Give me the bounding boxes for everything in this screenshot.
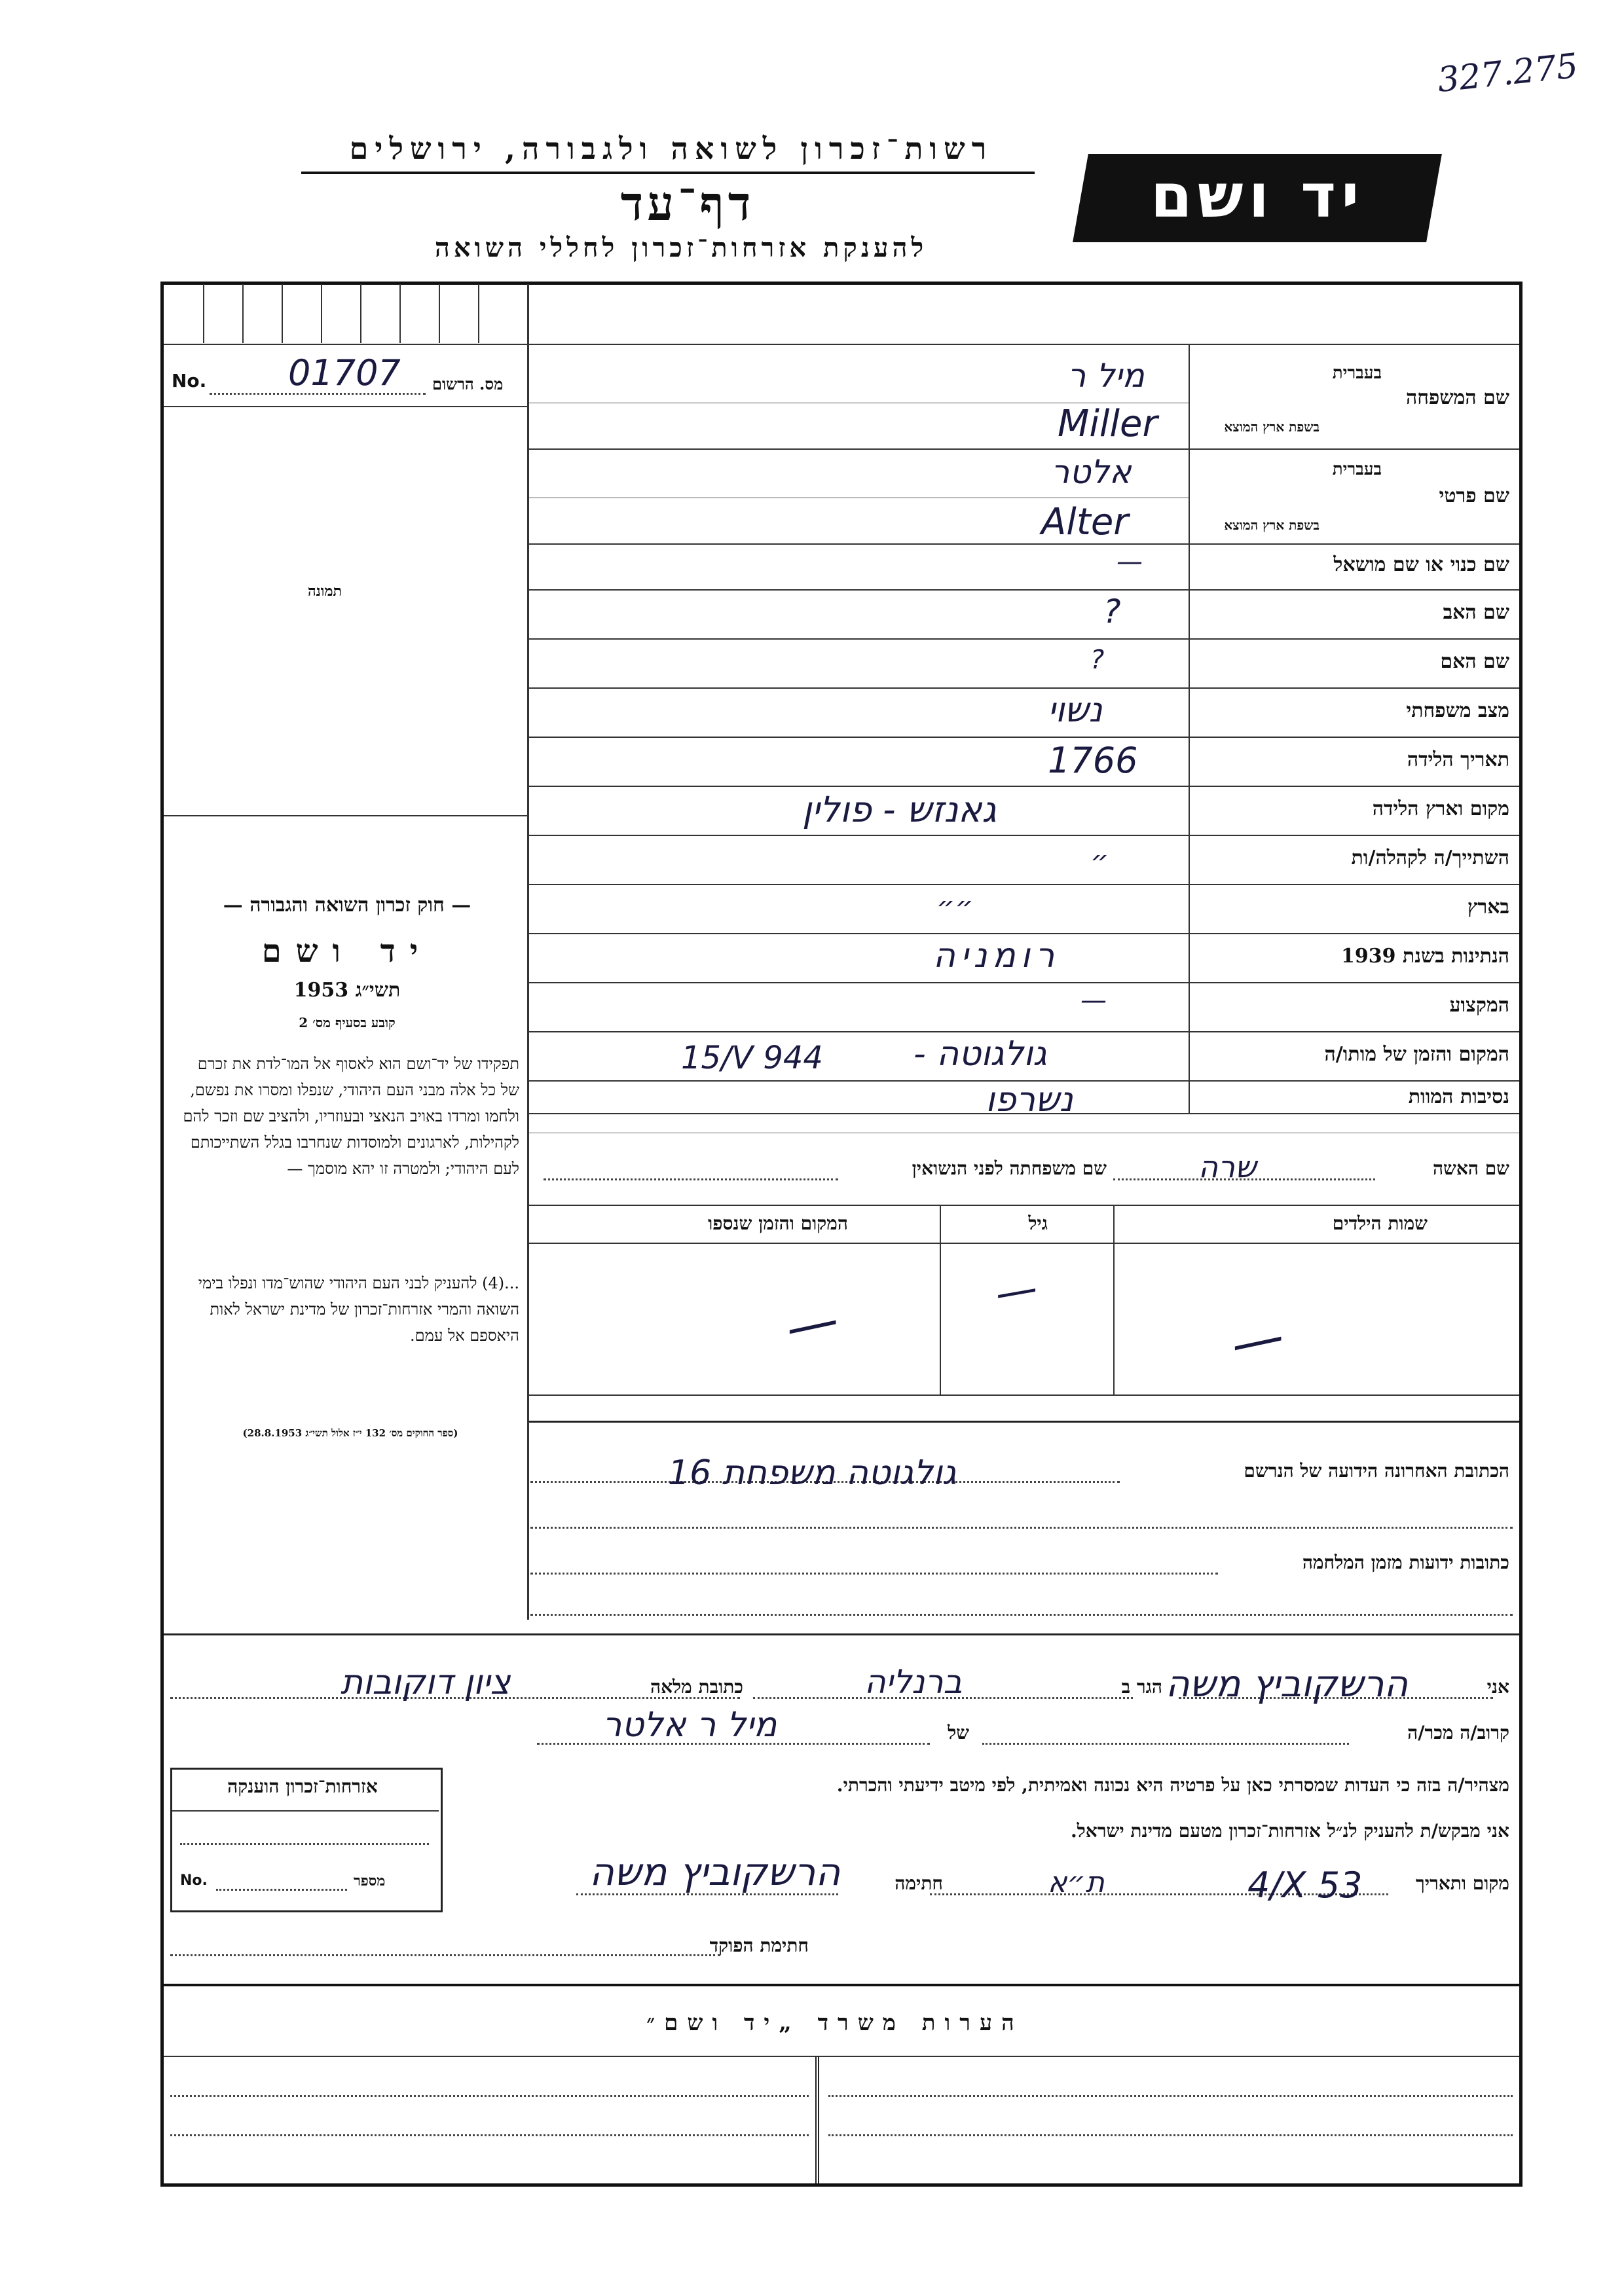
row-line: [529, 638, 1519, 640]
row-line: [529, 1031, 1519, 1032]
law-name: יד ושם: [261, 933, 433, 970]
first-name-origin-label: בשפת ארץ המוצא: [1224, 517, 1320, 533]
children-table-bottom: [529, 1394, 1519, 1396]
photo-area-bottom: [164, 815, 527, 816]
country-label: בארץ: [1467, 896, 1509, 919]
of-label: של: [948, 1722, 969, 1743]
registration-no-label: No.: [172, 370, 207, 392]
label-column-divider: [1189, 344, 1190, 1113]
death-place-value: גולגוטה -: [913, 1034, 1047, 1074]
signature-label: חתימה: [895, 1872, 943, 1894]
office-notes-dots: [828, 2095, 1513, 2097]
surname-origin-value: Miller: [1058, 403, 1158, 445]
children-header-age: גיל: [1028, 1212, 1048, 1234]
row-line: [529, 543, 1519, 545]
office-notes-divider: [815, 2056, 819, 2183]
declarant-label: אני: [1486, 1676, 1509, 1698]
mother-label: שם האם: [1440, 650, 1509, 673]
wife-label: שם האשה: [1432, 1157, 1509, 1179]
top-box-line: [164, 344, 1519, 345]
father-value: ?: [1103, 592, 1121, 630]
date-value: 4/X 53: [1247, 1865, 1363, 1906]
citizenship-number-label: מספר: [354, 1872, 386, 1889]
tick-box: [282, 284, 283, 343]
children-col-divider: [1113, 1205, 1115, 1394]
death-circumstances-value: נשרפו: [986, 1080, 1073, 1120]
form-subtitle: להענקת אזרחות־זכרון לחללי השואה: [434, 232, 928, 263]
law-paragraph-2: ...(4) להעניק לבני העם היהודי שהוש־מדו ונפלו בימי השואה והמרי אזרחות־זכרון של מדינת ישראל לאות היאספם אל עמם.: [198, 1274, 519, 1345]
row-line: [529, 884, 1519, 885]
first-name-hebrew-value: אלטר: [1051, 453, 1132, 491]
office-notes-dots: [828, 2134, 1513, 2136]
authority-heading: רשות־זכרון לשואה ולגבורה, ירושלים: [349, 131, 993, 166]
place-date-label: מקום ותאריך: [1415, 1872, 1509, 1894]
address-section-top: [529, 1421, 1519, 1423]
tick-box: [439, 284, 440, 343]
law-paragraph-1: תפקידו של יד־ושם הוא לאסוף אל המו־לדת את זכרם של כל אלה מבני העם היהודי, שנפלו ומסרו את נפשם, ולחמו ומרדו באויב הנאצי ובעוזריו, ולהציב שם וזכר להם לקהילות, לארגונים ולמוסדות שנחרבו בגלל השתייכותם לעם היהודי; ולמטרה זו יהא מוסמך —: [183, 1055, 519, 1178]
children-header-place: המקום והזמן שנספו: [708, 1212, 848, 1234]
surname-label: שם המשפחה: [1405, 386, 1509, 409]
citizenship-number-no: No.: [180, 1872, 208, 1889]
first-name-hebrew-label: בעברית: [1332, 460, 1382, 479]
law-title: — חוק זכרון השואה והגבורה —: [223, 894, 471, 917]
lives-in-value: ברנליה: [864, 1663, 963, 1701]
children-age-value: —: [991, 1264, 1041, 1319]
office-notes-dots: [170, 2134, 809, 2136]
children-header-top: [529, 1205, 1519, 1206]
declaration-statement: מצהיר/ה בזה כי העדות שמסרתי כאן על פרטיה היא נכונה ואמיתית, לפי מיטב ידיעתי והכרתי.: [836, 1774, 1509, 1796]
office-notes-title: הערות משרד „יד ושם״: [646, 2010, 1024, 2036]
full-address-value: ציון דוקובות: [341, 1663, 511, 1702]
law-citation: (ספר החוקים מס׳ 132 י״ז אלול תשי״ג 28.8.1953): [242, 1427, 458, 1439]
archive-number: 327.275: [1435, 46, 1580, 101]
law-year: תשי״ג 1953: [293, 979, 401, 1002]
tick-box: [242, 284, 244, 343]
children-header-names: שמות הילדים: [1332, 1212, 1428, 1234]
officer-signature-dots: [170, 1954, 720, 1956]
wartime-address-dots: [530, 1573, 1218, 1575]
registration-underline: [164, 406, 527, 407]
form-title: דף־עד: [620, 175, 755, 231]
death-circumstances-label: נסיבות המוות: [1408, 1085, 1509, 1108]
marital-status-value: נשוי: [1048, 691, 1103, 730]
yad-vashem-logo-text: יד ושם: [1150, 161, 1365, 231]
first-name-origin-value: Alter: [1041, 501, 1129, 543]
office-notes-top: [164, 1984, 1519, 1986]
office-notes-line: [164, 2056, 1519, 2057]
citizenship-box-line: [172, 1810, 439, 1812]
citizenship-box-dots: [180, 1843, 429, 1845]
office-notes-dots: [170, 2095, 809, 2097]
registration-label: מס. הרשום: [432, 374, 504, 393]
nickname-value: —: [1116, 547, 1143, 577]
tick-box: [321, 284, 322, 343]
marital-status-label: מצב משפחתי: [1406, 699, 1509, 722]
address-line-dots: [530, 1527, 1513, 1529]
relation-dots: [982, 1743, 1349, 1745]
community-label: השתייך/ה לקהלה/ות: [1351, 847, 1509, 869]
community-value: ״: [1090, 845, 1109, 878]
photo-label: תמונה: [308, 583, 342, 600]
citizenship-label: הנתינות בשנת 1939: [1340, 945, 1509, 968]
surname-origin-label: בשפת ארץ המוצא: [1224, 419, 1320, 435]
tick-box: [478, 284, 479, 343]
surname-hebrew-value: מיל ר: [1067, 357, 1145, 395]
address-line-dots: [530, 1614, 1513, 1616]
row-line: [529, 933, 1519, 934]
father-label: שם האב: [1443, 601, 1509, 624]
law-clause: קובע בסעיף מס׳ 2: [299, 1015, 396, 1030]
citizenship-value: רומניה: [933, 936, 1060, 975]
death-date-value: 15/V 944: [681, 1040, 823, 1076]
wife-maiden-label: שם משפחתה לפני הנשואין: [912, 1157, 1107, 1179]
birth-date-label: תאריך הלידה: [1407, 748, 1509, 771]
children-names-value: —: [1225, 1304, 1289, 1376]
authority-underline: [301, 172, 1035, 174]
profession-label: המקצוע: [1449, 994, 1509, 1017]
tick-box: [399, 284, 401, 343]
declarant-signature: הרשקוביץ משה: [589, 1850, 841, 1894]
of-value: מיל ר אלטר: [602, 1705, 777, 1745]
birth-place-value: גאנזש - פולין: [802, 789, 997, 830]
mother-value: ?: [1090, 645, 1105, 675]
death-place-time-label: המקום והזמן של מותו/ה: [1324, 1043, 1509, 1066]
declaration-section-top: [164, 1633, 1519, 1635]
row-line: [529, 835, 1519, 836]
children-col-divider: [940, 1205, 941, 1394]
left-column-divider: [527, 284, 529, 1620]
surname-hebrew-label: בעברית: [1332, 363, 1382, 383]
last-address-label: הכתובת האחרונה הידועה של הנרשם: [1244, 1460, 1509, 1482]
relation-label: קרוב/ה מכר/ה: [1407, 1722, 1509, 1743]
place-value: ת״א: [1048, 1866, 1105, 1899]
last-address-value: גולגוטה משפחת 16: [668, 1453, 957, 1493]
country-value: ״״: [936, 890, 974, 924]
citizenship-number-dots: [216, 1889, 347, 1891]
children-place-value: —: [780, 1288, 844, 1359]
officer-signature-label: חתימת הפוקד: [709, 1935, 809, 1956]
row-line: [529, 786, 1519, 787]
row-line: [529, 448, 1519, 450]
declarant-value: הרשקוביץ משה: [1166, 1663, 1409, 1705]
nickname-label: שם כנוי או שם מושאל: [1333, 553, 1509, 576]
wartime-address-label: כתובות ידועות מזמן המלחמה: [1302, 1552, 1509, 1573]
children-header-bottom: [529, 1243, 1519, 1244]
wife-maiden-dots: [544, 1178, 838, 1180]
registration-number: 01707: [288, 352, 401, 393]
row-line: [529, 589, 1519, 591]
row-line: [529, 737, 1519, 738]
birth-place-label: מקום וארץ הלידה: [1372, 797, 1509, 820]
row-line: [529, 982, 1519, 983]
tick-box: [203, 284, 204, 343]
full-address-label: כתובת מלאה: [650, 1676, 743, 1698]
row-line: [529, 687, 1519, 689]
lives-in-label: הגר ב: [1121, 1676, 1162, 1698]
tick-box: [360, 284, 361, 343]
citizenship-granted-title: אזרחות־זכרון הוענקה: [227, 1776, 378, 1797]
first-name-label: שם פרטי: [1439, 484, 1509, 507]
profession-value: —: [1080, 985, 1107, 1015]
declaration-request: אני מבקש/ת להעניק לנ״ל אזרחות־זכרון מטעם מדינת ישראל.: [1070, 1820, 1509, 1842]
wife-value: שרה: [1198, 1149, 1257, 1184]
birth-date-value: 1766: [1048, 740, 1138, 781]
